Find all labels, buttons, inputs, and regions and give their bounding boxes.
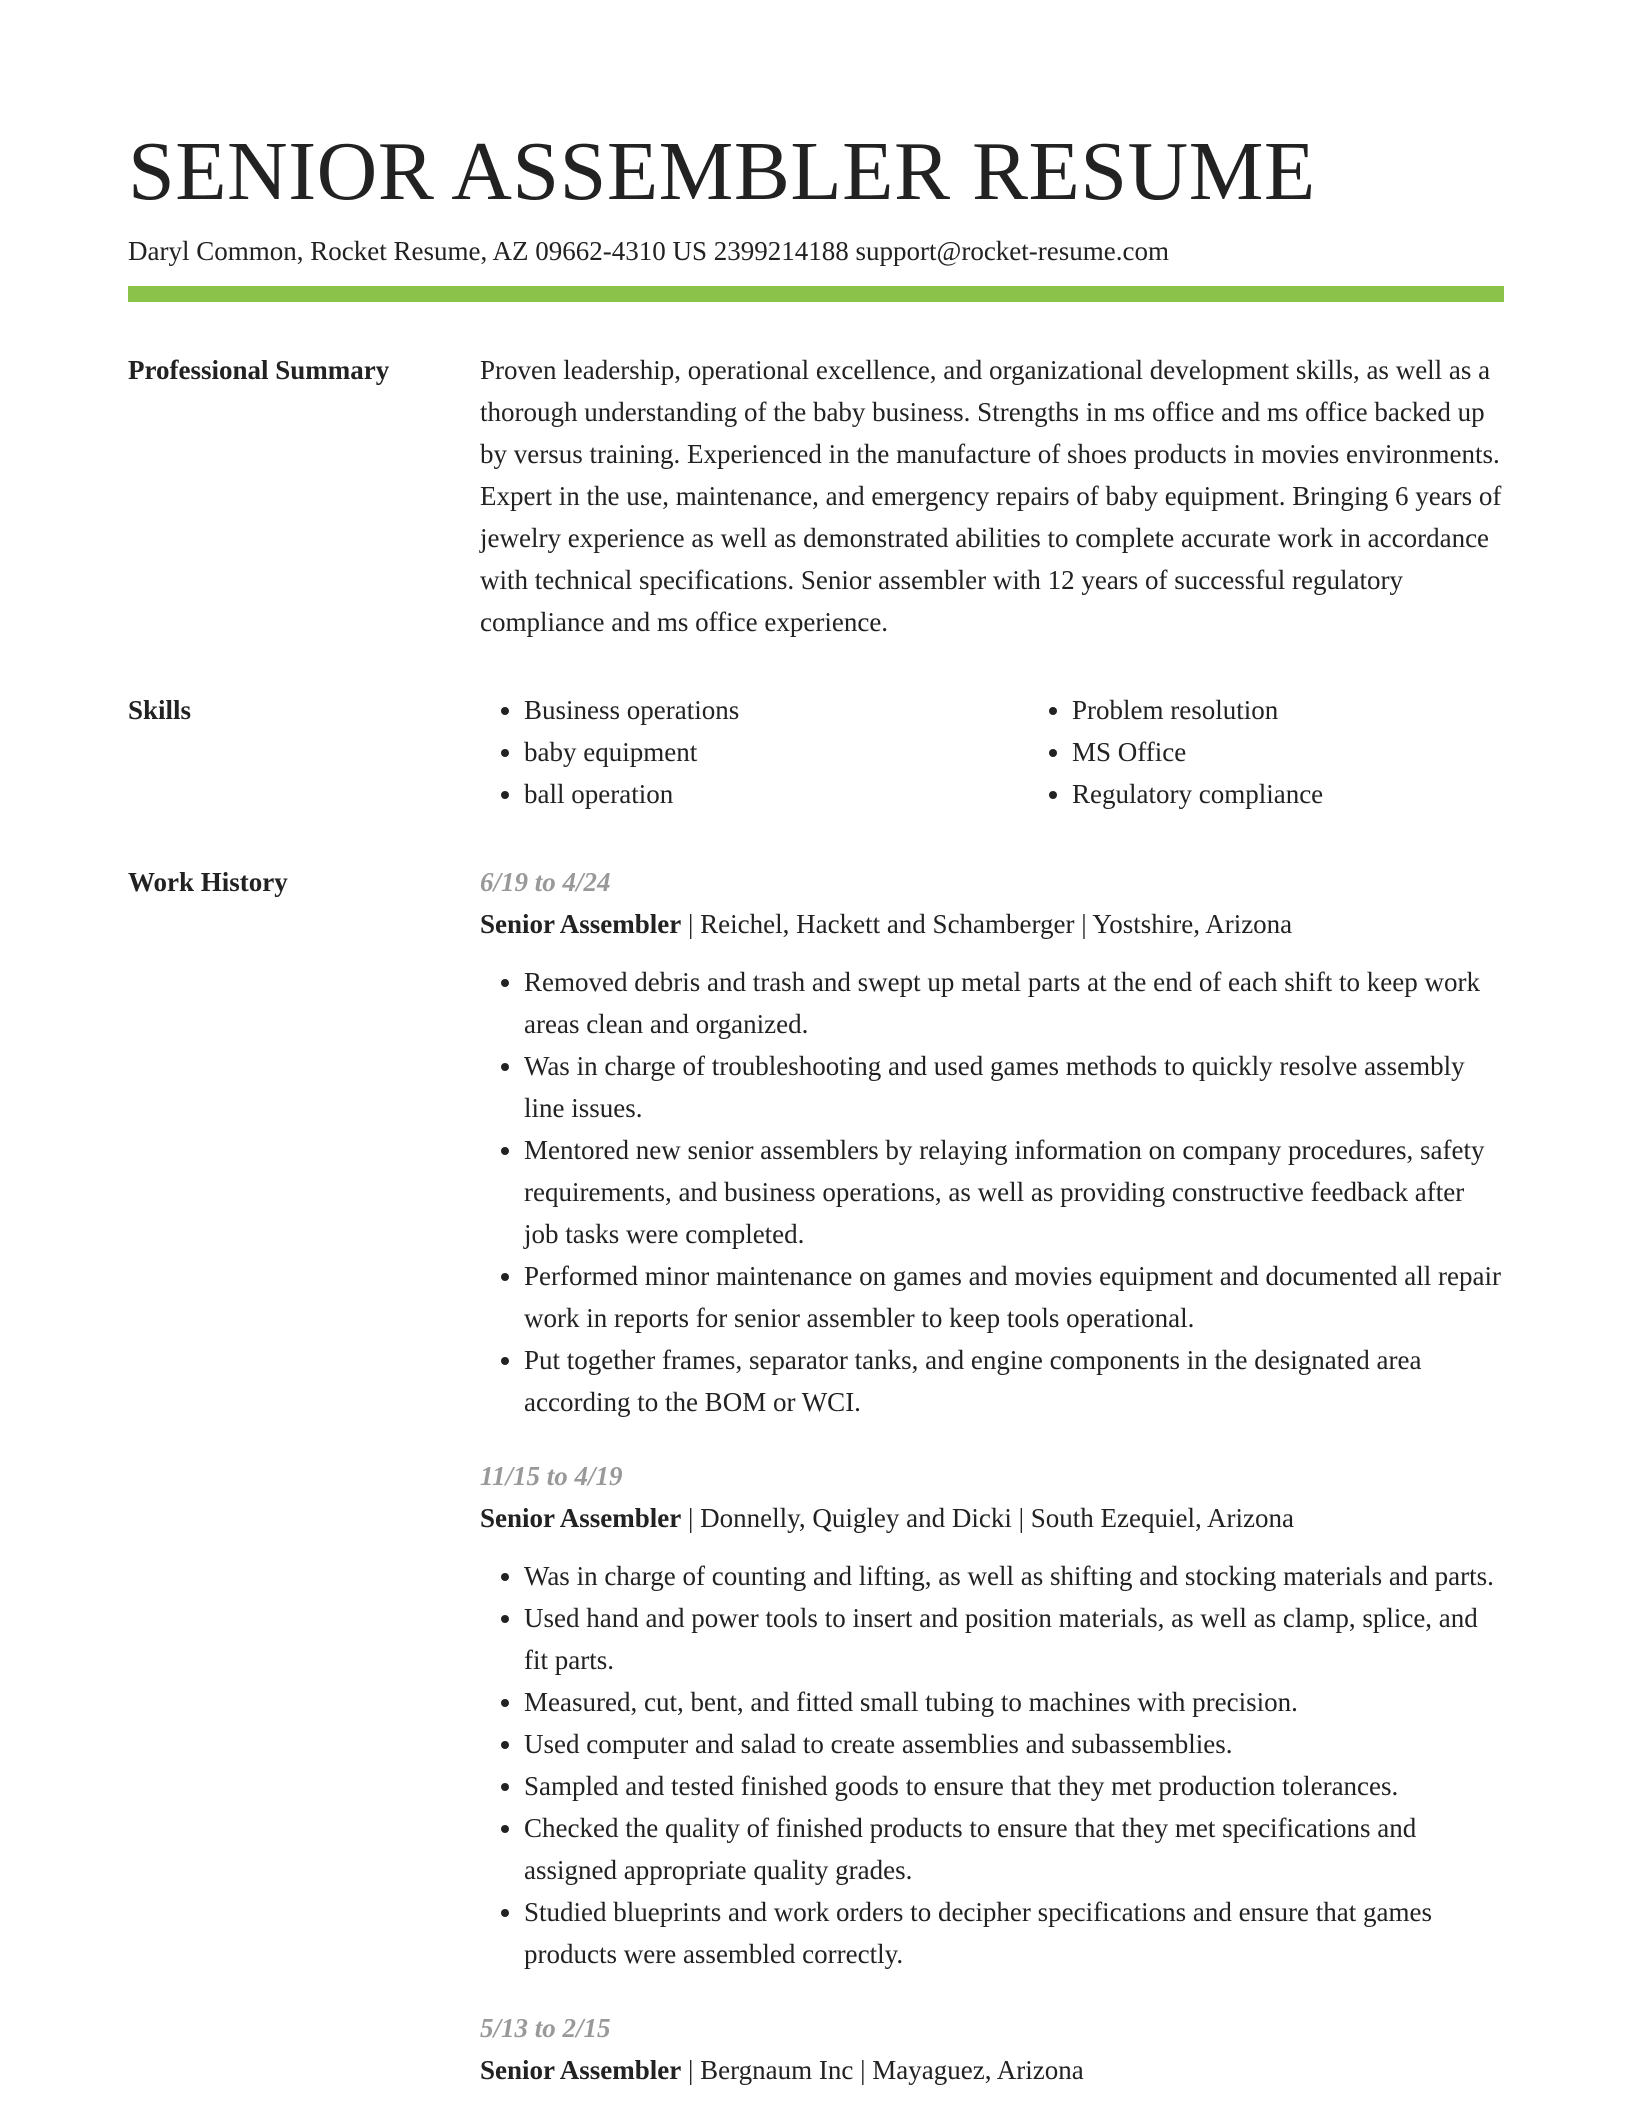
job-entry	[480, 1455, 1504, 1975]
skills-column-left	[480, 689, 1028, 815]
job-title: Senior Assembler	[480, 2055, 682, 2085]
work-history-section	[128, 861, 1504, 2123]
job-bullet: • Studied blueprints and work orders to decipher specifications and ensure that games products were assembled correctly.	[524, 1891, 1504, 1975]
job-bullet: • Checked the quality of finished products to ensure that they met specifications and assigned appropriate quality grades.	[524, 1807, 1504, 1891]
summary-text: Proven leadership, operational excellence, and organizational development skills, as well as a thorough understanding of the baby business. Strengths in ms office and ms office backed up by versus training. Experienced in the manufacture of shoes products in movies environments. Expert in the use, maintenance, and emergency repairs of baby equipment. Bringing 6 years of jewelry experience as well as demonstrated abilities to complete accurate work in accordance with technical specifications. Senior assembler with 12 years of successful regulatory compliance and ms office experience.	[480, 355, 1502, 637]
skill-item: • Business operations	[524, 689, 1028, 731]
header-divider	[128, 286, 1504, 302]
job-bullet: • Removed debris and trash and swept up metal parts at the end of each shift to keep work areas clean and organized.	[524, 961, 1504, 1045]
job-heading	[480, 903, 1504, 945]
job-title: Senior Assembler	[480, 909, 682, 939]
job-heading	[480, 2049, 1504, 2091]
job-dates: 5/13 to 2/15	[480, 2013, 611, 2043]
job-bullet: • Performed minor maintenance on games and movies equipment and documented all repair work in reports for senior assembler to keep tools operational.	[524, 1255, 1504, 1339]
job-bullet: • Was in charge of troubleshooting and used games methods to quickly resolve assembly line issues.	[524, 1045, 1504, 1129]
job-bullet: • Sampled and tested finished goods to ensure that they met production tolerances.	[524, 1765, 1504, 1807]
resume-page	[128, 118, 1504, 2123]
resume-title: SENIOR ASSEMBLER RESUME	[128, 125, 1316, 218]
summary-section	[128, 349, 1504, 643]
job-bullet: • Put together frames, separator tanks, and engine components in the designated area according to the BOM or WCI.	[524, 1339, 1504, 1423]
job-dates: 6/19 to 4/24	[480, 867, 611, 897]
skill-item: • Regulatory compliance	[1072, 773, 1576, 815]
job-details: | Bergnaum Inc | Mayaguez, Arizona	[681, 2055, 1084, 2085]
skill-item: • MS Office	[1072, 731, 1576, 773]
skill-item: • ball operation	[524, 773, 1028, 815]
skills-grid	[480, 689, 1576, 815]
job-bullets	[480, 1555, 1504, 1975]
skills-section	[128, 689, 1504, 815]
summary-heading: Professional Summary	[128, 355, 390, 385]
job-dates: 11/15 to 4/19	[480, 1461, 623, 1491]
job-entry	[480, 861, 1504, 1423]
skill-item: • Problem resolution	[1072, 689, 1576, 731]
job-bullet: • Measured, cut, bent, and fitted small tubing to machines with precision.	[524, 1681, 1504, 1723]
contact-line: Daryl Common, Rocket Resume, AZ 09662-4310 US 2399214188 support@rocket-resume.com	[128, 236, 1169, 266]
job-title: Senior Assembler	[480, 1503, 682, 1533]
job-bullet: • Used hand and power tools to insert and position materials, as well as clamp, splice, and fit parts.	[524, 1597, 1504, 1681]
job-details: | Reichel, Hackett and Schamberger | Yostshire, Arizona	[681, 909, 1293, 939]
job-heading	[480, 1497, 1504, 1539]
job-details: | Donnelly, Quigley and Dicki | South Ezequiel, Arizona	[681, 1503, 1294, 1533]
skill-item: • baby equipment	[524, 731, 1028, 773]
skills-heading: Skills	[128, 695, 192, 725]
job-bullet: • Was in charge of counting and lifting, as well as shifting and stocking materials and parts.	[524, 1555, 1504, 1597]
job-bullet: • Mentored new senior assemblers by relaying information on company procedures, safety requirements, and business operations, as well as providing constructive feedback after job tasks were completed.	[524, 1129, 1504, 1255]
job-entry	[480, 2007, 1504, 2091]
skills-column-right	[1028, 689, 1576, 815]
job-bullets	[480, 961, 1504, 1423]
job-bullet: • Used computer and salad to create assemblies and subassemblies.	[524, 1723, 1504, 1765]
work-history-heading: Work History	[128, 867, 288, 897]
